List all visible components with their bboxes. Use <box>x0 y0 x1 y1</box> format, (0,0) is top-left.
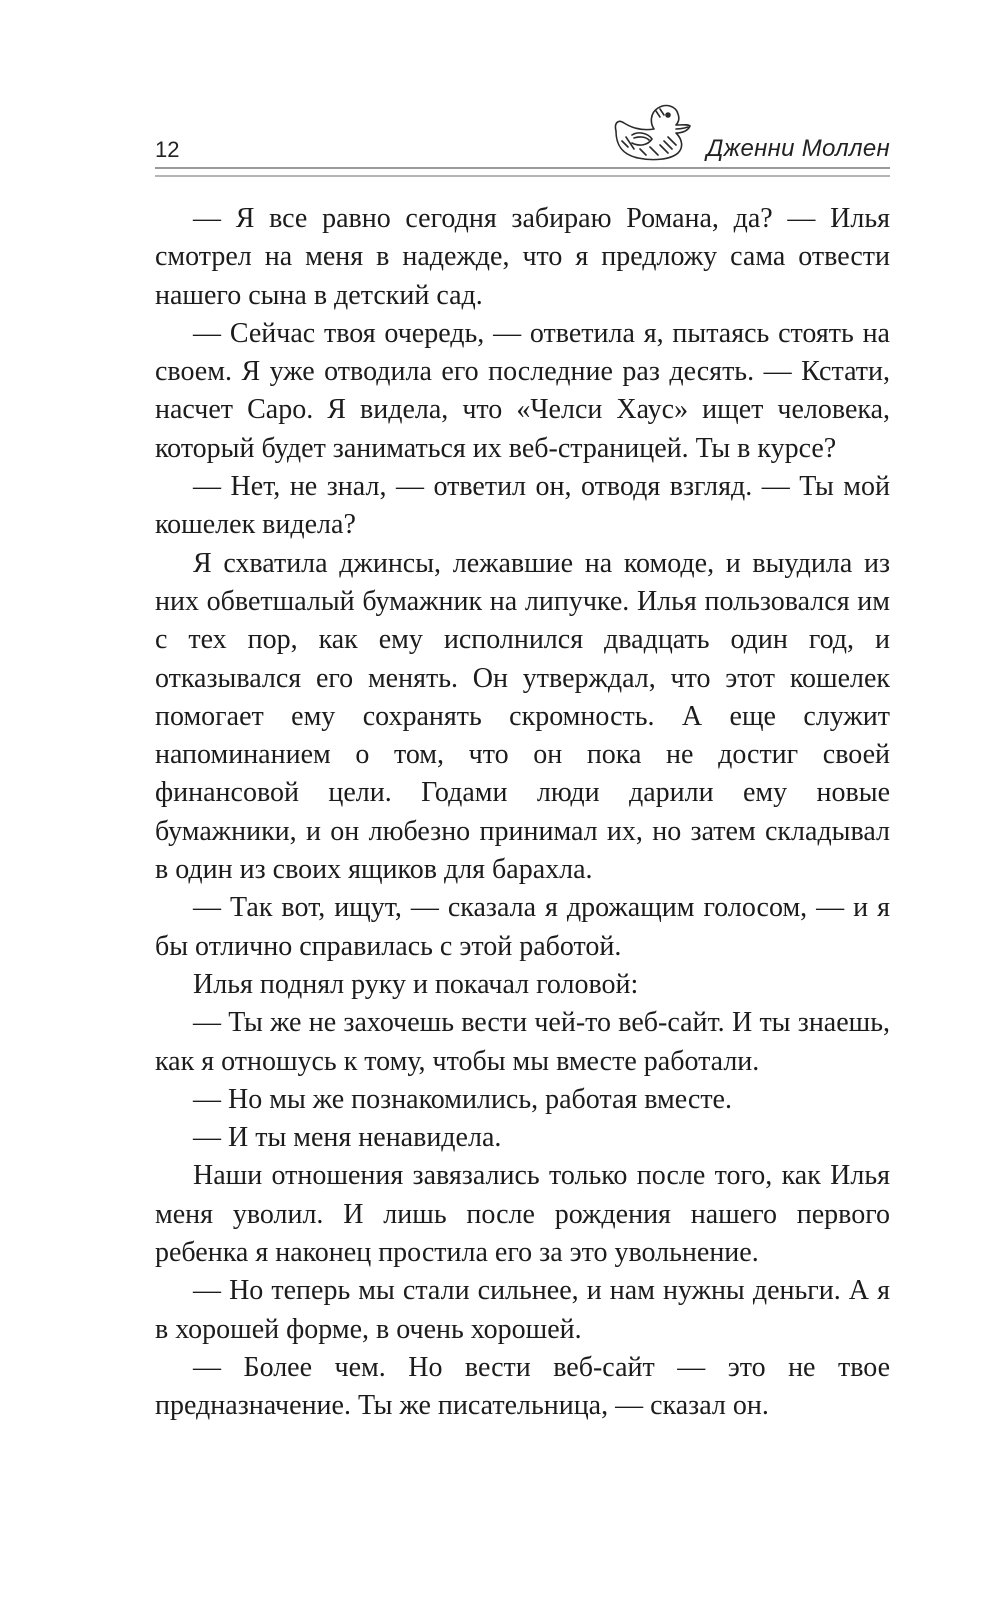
paragraph: — Но теперь мы стали сильнее, и нам нужны деньги. А я в хорошей форме, в очень хорошей. <box>155 1275 890 1345</box>
paragraph: — И ты меня ненавидела. <box>193 1122 502 1154</box>
paragraph: — Я все равно сегодня забираю Романа, да? — Илья смотрел на меня в надежде, что я предложу сама отвести нашего сына в детский сад. <box>155 203 890 311</box>
paragraph: — Сейчас твоя очередь, — ответила я, пытаясь стоять на своем. Я уже отводила его последние раз десять. — Кстати, насчет Саро. Я видела, что «Челси Хаус» ищет человека, который будет заниматься их веб-страницей. Ты в курсе? <box>155 317 890 464</box>
header-rule-top <box>155 167 890 169</box>
rubber-duck-icon <box>610 101 695 163</box>
paragraph: — Но мы же познакомились, работая вместе. <box>193 1083 732 1115</box>
author-name: Дженни Моллен <box>706 135 890 162</box>
paragraph: — Более чем. Но вести веб-сайт — это не твое предназначение. Ты же писательница, — сказал он. <box>155 1351 890 1422</box>
paragraph: Илья поднял руку и покачал головой: <box>193 968 639 1000</box>
paragraph: — Нет, не знал, — ответил он, отводя взгляд. — Ты мой кошелек видела? <box>155 471 890 541</box>
paragraph: Я схватила джинсы, лежавшие на комоде, и выудила из них обветшалый бумажник на липучке. Илья пользовался им с тех пор, как ему исполнился двадцать один год, и отказывался его менять. Он утверждал, что этот кошелек помогает ему сохранять скромность. А еще служит напоминанием о том, что он пока не достиг своей финансовой цели. Годами люди дарили ему новые бумажники, и он любезно принимал их, но затем складывал в один из своих ящиков для барахла. <box>155 547 890 886</box>
body-text <box>155 200 890 1426</box>
paragraph: — Ты же не захочешь вести чей-то веб-сайт. И ты знаешь, как я отношусь к тому, чтобы мы вместе работали. <box>155 1007 890 1077</box>
header-rule-bottom <box>155 175 890 177</box>
running-header <box>155 95 890 185</box>
paragraph: Наши отношения завязались только после того, как Илья меня уволил. И лишь после рождения нашего первого ребенка я наконец простила его за это увольнение. <box>155 1160 890 1269</box>
paragraph: — Так вот, ищут, — сказала я дрожащим голосом, — и я бы отлично справилась с этой работой. <box>155 892 890 962</box>
page-number: 12 <box>155 137 180 162</box>
